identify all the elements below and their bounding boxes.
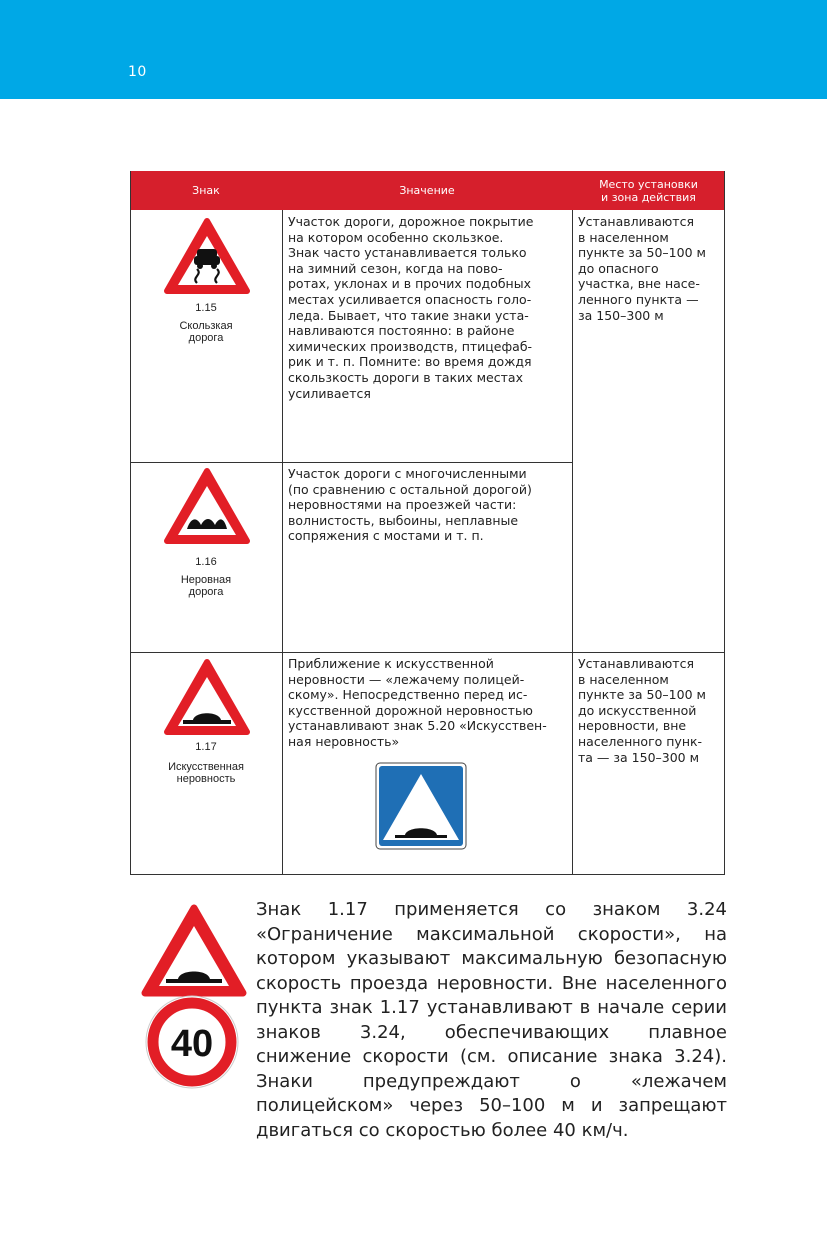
note-paragraph: Знак 1.17 применяется со знаком 3.24 «Ограничение максимальной скорости», на котором указывают максимальную безопасную скорость проезда неровности. Вне населенного пункта знак 1.17 устанавливают в начале серии знаков 3.24, обеспечивающих плавное снижение скорости (см. описание знака 3.24). Знаки предупреждают о «лежачем полицейском» через 50–100 м и запрещают двигаться со скоростью более 40 км/ч. — [256, 899, 727, 1141]
slippery-road-sign-icon — [163, 217, 251, 295]
header-place: Место установки и зона действия — [599, 177, 698, 204]
speed-bump-sign-icon — [140, 903, 248, 999]
speed-bump-blue-sign-icon — [375, 762, 467, 850]
speed-limit-sign-icon — [145, 995, 239, 1089]
row-divider-2 — [130, 652, 725, 653]
speed-limit-value: 40 — [170, 1023, 214, 1065]
table-divider-1 — [282, 210, 283, 875]
speed-bump-sign-icon — [163, 658, 251, 736]
table-divider-2 — [572, 210, 573, 875]
header-bar — [0, 0, 827, 99]
place-1-15-1-16: Устанавливаются в населенном пункте за 50–100 м до опасного участка, вне насе- ленного пункта — за 150–300 м — [578, 214, 706, 323]
page-number: 10 — [128, 64, 147, 80]
place-1-17: Устанавливаются в населенном пункте за 50–100 м до искусственной неровности, вне населенного пунк- та — за 150–300 м — [578, 656, 706, 765]
sign-number-1-16: 1.16 — [195, 556, 217, 568]
meaning-1-15: Участок дороги, дорожное покрытие на котором особенно скользкое. Знак часто устанавливается только на зимний сезон, когда на пово- ротах, уклонах и в прочих подобных местах усиливается опасность голо- леда. Бывает, что такие знаки уста- навливаются постоянно: в районе химических производств, птицефаб- рик и т. п. Помните: во время дождя скользкость дороги в таких местах усиливается — [288, 214, 534, 401]
header-sign: Знак — [192, 184, 220, 197]
header-meaning: Значение — [399, 184, 455, 197]
meaning-1-16: Участок дороги с многочисленными (по сравнению с остальной дорогой) неровностями на проезжей части: волнистость, выбоины, неплавные сопряжения с мостами и т. п. — [288, 466, 532, 544]
signs-table — [130, 171, 725, 875]
sign-caption-1-15: Скользкая дорога — [179, 320, 233, 344]
table-header-row — [130, 171, 725, 210]
sign-caption-1-17: Искусственная неровность — [168, 761, 244, 785]
rough-road-sign-icon — [163, 467, 251, 545]
sign-number-1-15: 1.15 — [195, 302, 217, 314]
table-border-bottom — [130, 874, 725, 875]
sign-number-1-17: 1.17 — [195, 741, 217, 753]
row-divider-1 — [130, 462, 572, 463]
meaning-1-17: Приближение к искусственной неровности — «лежачему полицей- скому». Непосредственно перед ис- кусственной дорожной неровностью устанавливают знак 5.20 «Искусствен- ная неровность» — [288, 656, 547, 749]
table-border-right — [724, 171, 725, 875]
sign-caption-1-16: Неровная дорога — [180, 574, 232, 598]
